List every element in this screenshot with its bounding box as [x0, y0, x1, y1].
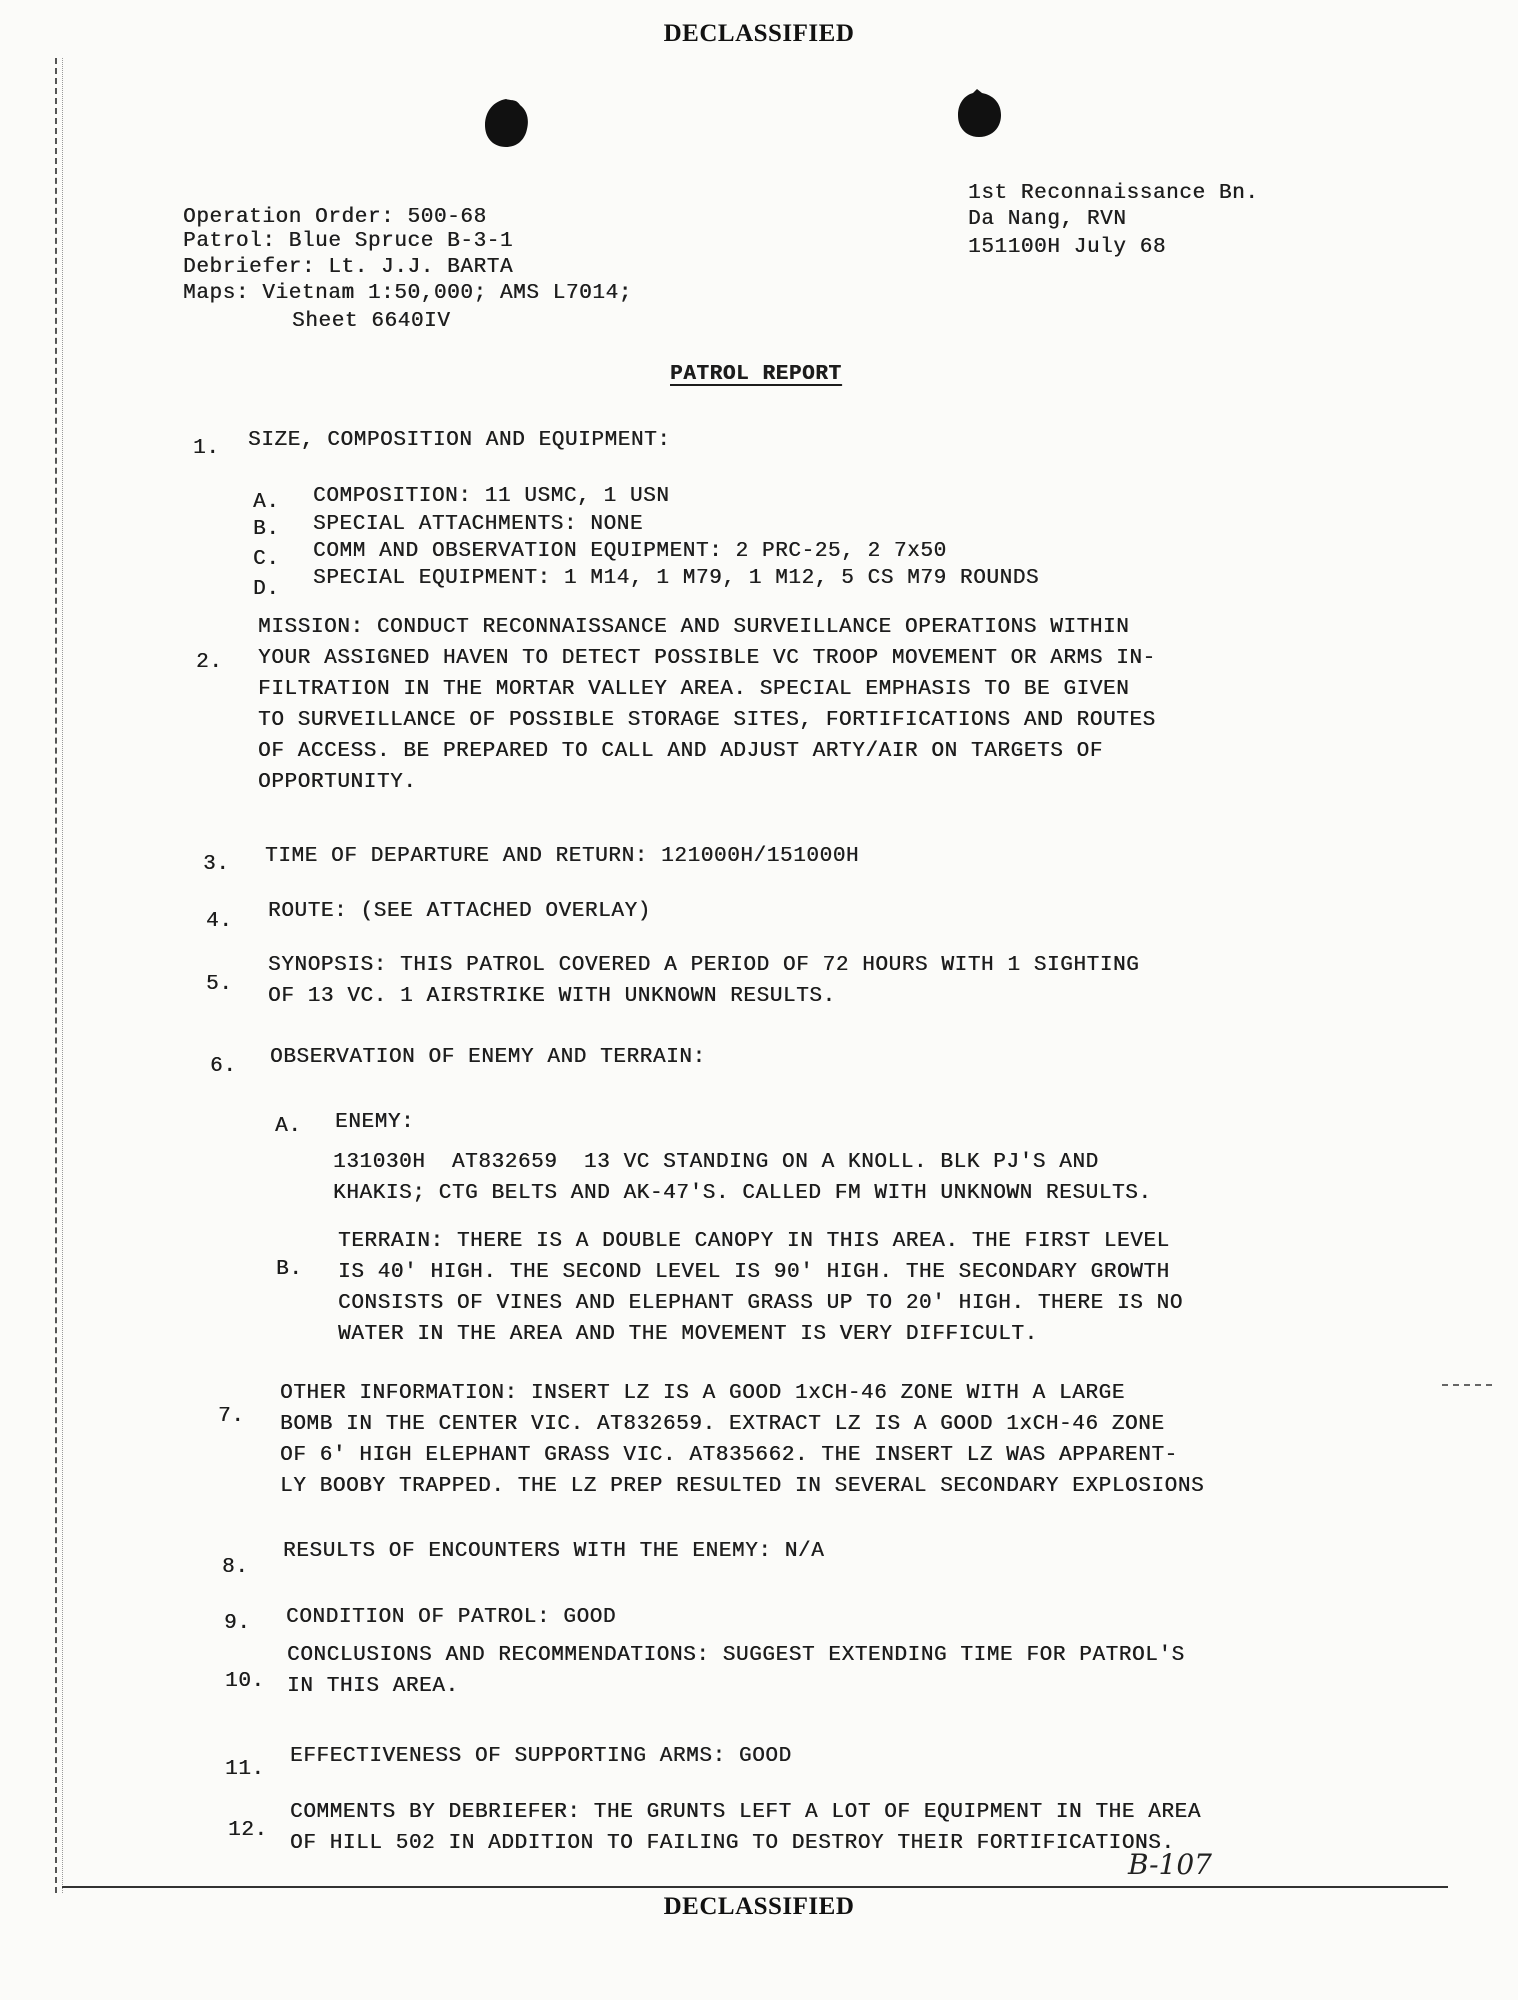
- section-2-line: OF ACCESS. BE PREPARED TO CALL AND ADJUST ARTY/AIR ON TARGETS OF: [258, 740, 1103, 763]
- scan-left-edge-inner: [62, 58, 63, 1893]
- section-7-number: 7.: [218, 1405, 245, 1428]
- section-4-number: 4.: [206, 910, 233, 933]
- section-6a-line: KHAKIS; CTG BELTS AND AK-47'S. CALLED FM WITH UNKNOWN RESULTS.: [333, 1182, 1152, 1205]
- section-10-number: 10.: [225, 1670, 265, 1693]
- section-7-line: LY BOOBY TRAPPED. THE LZ PREP RESULTED IN SEVERAL SECONDARY EXPLOSIONS: [280, 1475, 1205, 1498]
- header-unit: 1st Reconnaissance Bn.: [968, 182, 1259, 205]
- scan-left-edge: [55, 58, 57, 1893]
- section-1a-letter: A.: [253, 491, 280, 514]
- header-patrol: Patrol: Blue Spruce B-3-1: [183, 230, 514, 253]
- section-1d-text: SPECIAL EQUIPMENT: 1 M14, 1 M79, 1 M12, 5 CS M79 ROUNDS: [313, 567, 1040, 590]
- section-2-number: 2.: [196, 651, 223, 674]
- section-1c-letter: C.: [253, 548, 280, 571]
- section-6b-line: TERRAIN: THERE IS A DOUBLE CANOPY IN THIS AREA. THE FIRST LEVEL: [338, 1230, 1170, 1253]
- header-debriefer: Debriefer: Lt. J.J. BARTA: [183, 256, 514, 279]
- section-2-line: MISSION: CONDUCT RECONNAISSANCE AND SURVEILLANCE OPERATIONS WITHIN: [258, 616, 1130, 639]
- section-7-line: BOMB IN THE CENTER VIC. AT832659. EXTRACT LZ IS A GOOD 1xCH-46 ZONE: [280, 1413, 1165, 1436]
- section-12-number: 12.: [228, 1819, 268, 1842]
- section-9-number: 9.: [224, 1612, 251, 1635]
- section-6-number: 6.: [210, 1055, 237, 1078]
- header-location: Da Nang, RVN: [968, 208, 1127, 231]
- section-11-number: 11.: [225, 1758, 265, 1781]
- section-1a-text: COMPOSITION: 11 USMC, 1 USN: [313, 485, 670, 508]
- section-6a-heading: ENEMY:: [335, 1111, 415, 1134]
- section-10-line: IN THIS AREA.: [287, 1675, 459, 1698]
- section-2-line: FILTRATION IN THE MORTAR VALLEY AREA. SPECIAL EMPHASIS TO BE GIVEN: [258, 678, 1130, 701]
- scan-right-tick: [1442, 1384, 1492, 1386]
- section-6a-enemy: [333, 1147, 1152, 1209]
- punch-hole-left-icon: [482, 97, 530, 149]
- section-12-line: OF HILL 502 IN ADDITION TO FAILING TO DESTROY THEIR FORTIFICATIONS.: [290, 1832, 1175, 1855]
- section-5-number: 5.: [206, 973, 233, 996]
- section-1b-letter: B.: [253, 518, 280, 541]
- scan-bottom-edge: [62, 1886, 1448, 1888]
- section-2-line: YOUR ASSIGNED HAVEN TO DETECT POSSIBLE VC TROOP MOVEMENT OR ARMS IN-: [258, 647, 1156, 670]
- section-1-heading: SIZE, COMPOSITION AND EQUIPMENT:: [248, 429, 671, 452]
- section-1b-text: SPECIAL ATTACHMENTS: NONE: [313, 513, 644, 536]
- header-operation-order: Operation Order: 500-68: [183, 206, 487, 229]
- section-6b-line: CONSISTS OF VINES AND ELEPHANT GRASS UP TO 20' HIGH. THERE IS NO: [338, 1292, 1183, 1315]
- section-7-other-info: [280, 1378, 1204, 1502]
- section-1d-letter: D.: [253, 578, 280, 601]
- section-6b-letter: B.: [276, 1258, 303, 1281]
- section-5-synopsis: [268, 950, 1139, 1012]
- section-5-line: OF 13 VC. 1 AIRSTRIKE WITH UNKNOWN RESULTS.: [268, 985, 836, 1008]
- header-maps: Maps: Vietnam 1:50,000; AMS L7014;: [183, 282, 632, 305]
- section-6b-line: IS 40' HIGH. THE SECOND LEVEL IS 90' HIGH. THE SECONDARY GROWTH: [338, 1261, 1170, 1284]
- section-7-line: OTHER INFORMATION: INSERT LZ IS A GOOD 1xCH-46 ZONE WITH A LARGE: [280, 1382, 1125, 1405]
- section-3-text: TIME OF DEPARTURE AND RETURN: 121000H/151000H: [265, 845, 860, 868]
- section-7-line: OF 6' HIGH ELEPHANT GRASS VIC. AT835662. THE INSERT LZ WAS APPARENT-: [280, 1444, 1178, 1467]
- section-5-line: SYNOPSIS: THIS PATROL COVERED A PERIOD OF 72 HOURS WITH 1 SIGHTING: [268, 954, 1140, 977]
- header-date: 151100H July 68: [968, 236, 1167, 259]
- section-1c-text: COMM AND OBSERVATION EQUIPMENT: 2 PRC-25, 2 7x50: [313, 540, 947, 563]
- section-6a-line: 131030H AT832659 13 VC STANDING ON A KNOLL. BLK PJ'S AND: [333, 1151, 1099, 1174]
- section-3-number: 3.: [203, 853, 230, 876]
- page-mark-handwritten: B-107: [1128, 1848, 1212, 1881]
- section-6b-terrain: [338, 1226, 1183, 1350]
- declassified-banner-top: DECLASSIFIED: [663, 20, 855, 47]
- section-6-heading: OBSERVATION OF ENEMY AND TERRAIN:: [270, 1046, 706, 1069]
- section-12-line: COMMENTS BY DEBRIEFER: THE GRUNTS LEFT A LOT OF EQUIPMENT IN THE AREA: [290, 1801, 1201, 1824]
- header-sheet: Sheet 6640IV: [292, 310, 451, 333]
- section-2-mission: [258, 612, 1156, 798]
- section-8-number: 8.: [222, 1556, 249, 1579]
- section-2-line: TO SURVEILLANCE OF POSSIBLE STORAGE SITES, FORTIFICATIONS AND ROUTES: [258, 709, 1156, 732]
- punch-hole-right-icon: [955, 87, 1003, 139]
- section-6a-letter: A.: [275, 1115, 302, 1138]
- page-title: PATROL REPORT: [670, 363, 842, 386]
- section-10-conclusions: [287, 1640, 1185, 1702]
- section-6b-line: WATER IN THE AREA AND THE MOVEMENT IS VERY DIFFICULT.: [338, 1323, 1038, 1346]
- section-10-line: CONCLUSIONS AND RECOMMENDATIONS: SUGGEST EXTENDING TIME FOR PATROL'S: [287, 1644, 1185, 1667]
- section-2-line: OPPORTUNITY.: [258, 771, 417, 794]
- section-9-text: CONDITION OF PATROL: GOOD: [286, 1606, 617, 1629]
- section-12-comments: [290, 1797, 1201, 1859]
- section-11-text: EFFECTIVENESS OF SUPPORTING ARMS: GOOD: [290, 1745, 792, 1768]
- section-8-text: RESULTS OF ENCOUNTERS WITH THE ENEMY: N/A: [283, 1540, 825, 1563]
- section-1-number: 1.: [193, 437, 220, 460]
- declassified-banner-bottom: DECLASSIFIED: [663, 1893, 855, 1920]
- section-4-text: ROUTE: (SEE ATTACHED OVERLAY): [268, 900, 651, 923]
